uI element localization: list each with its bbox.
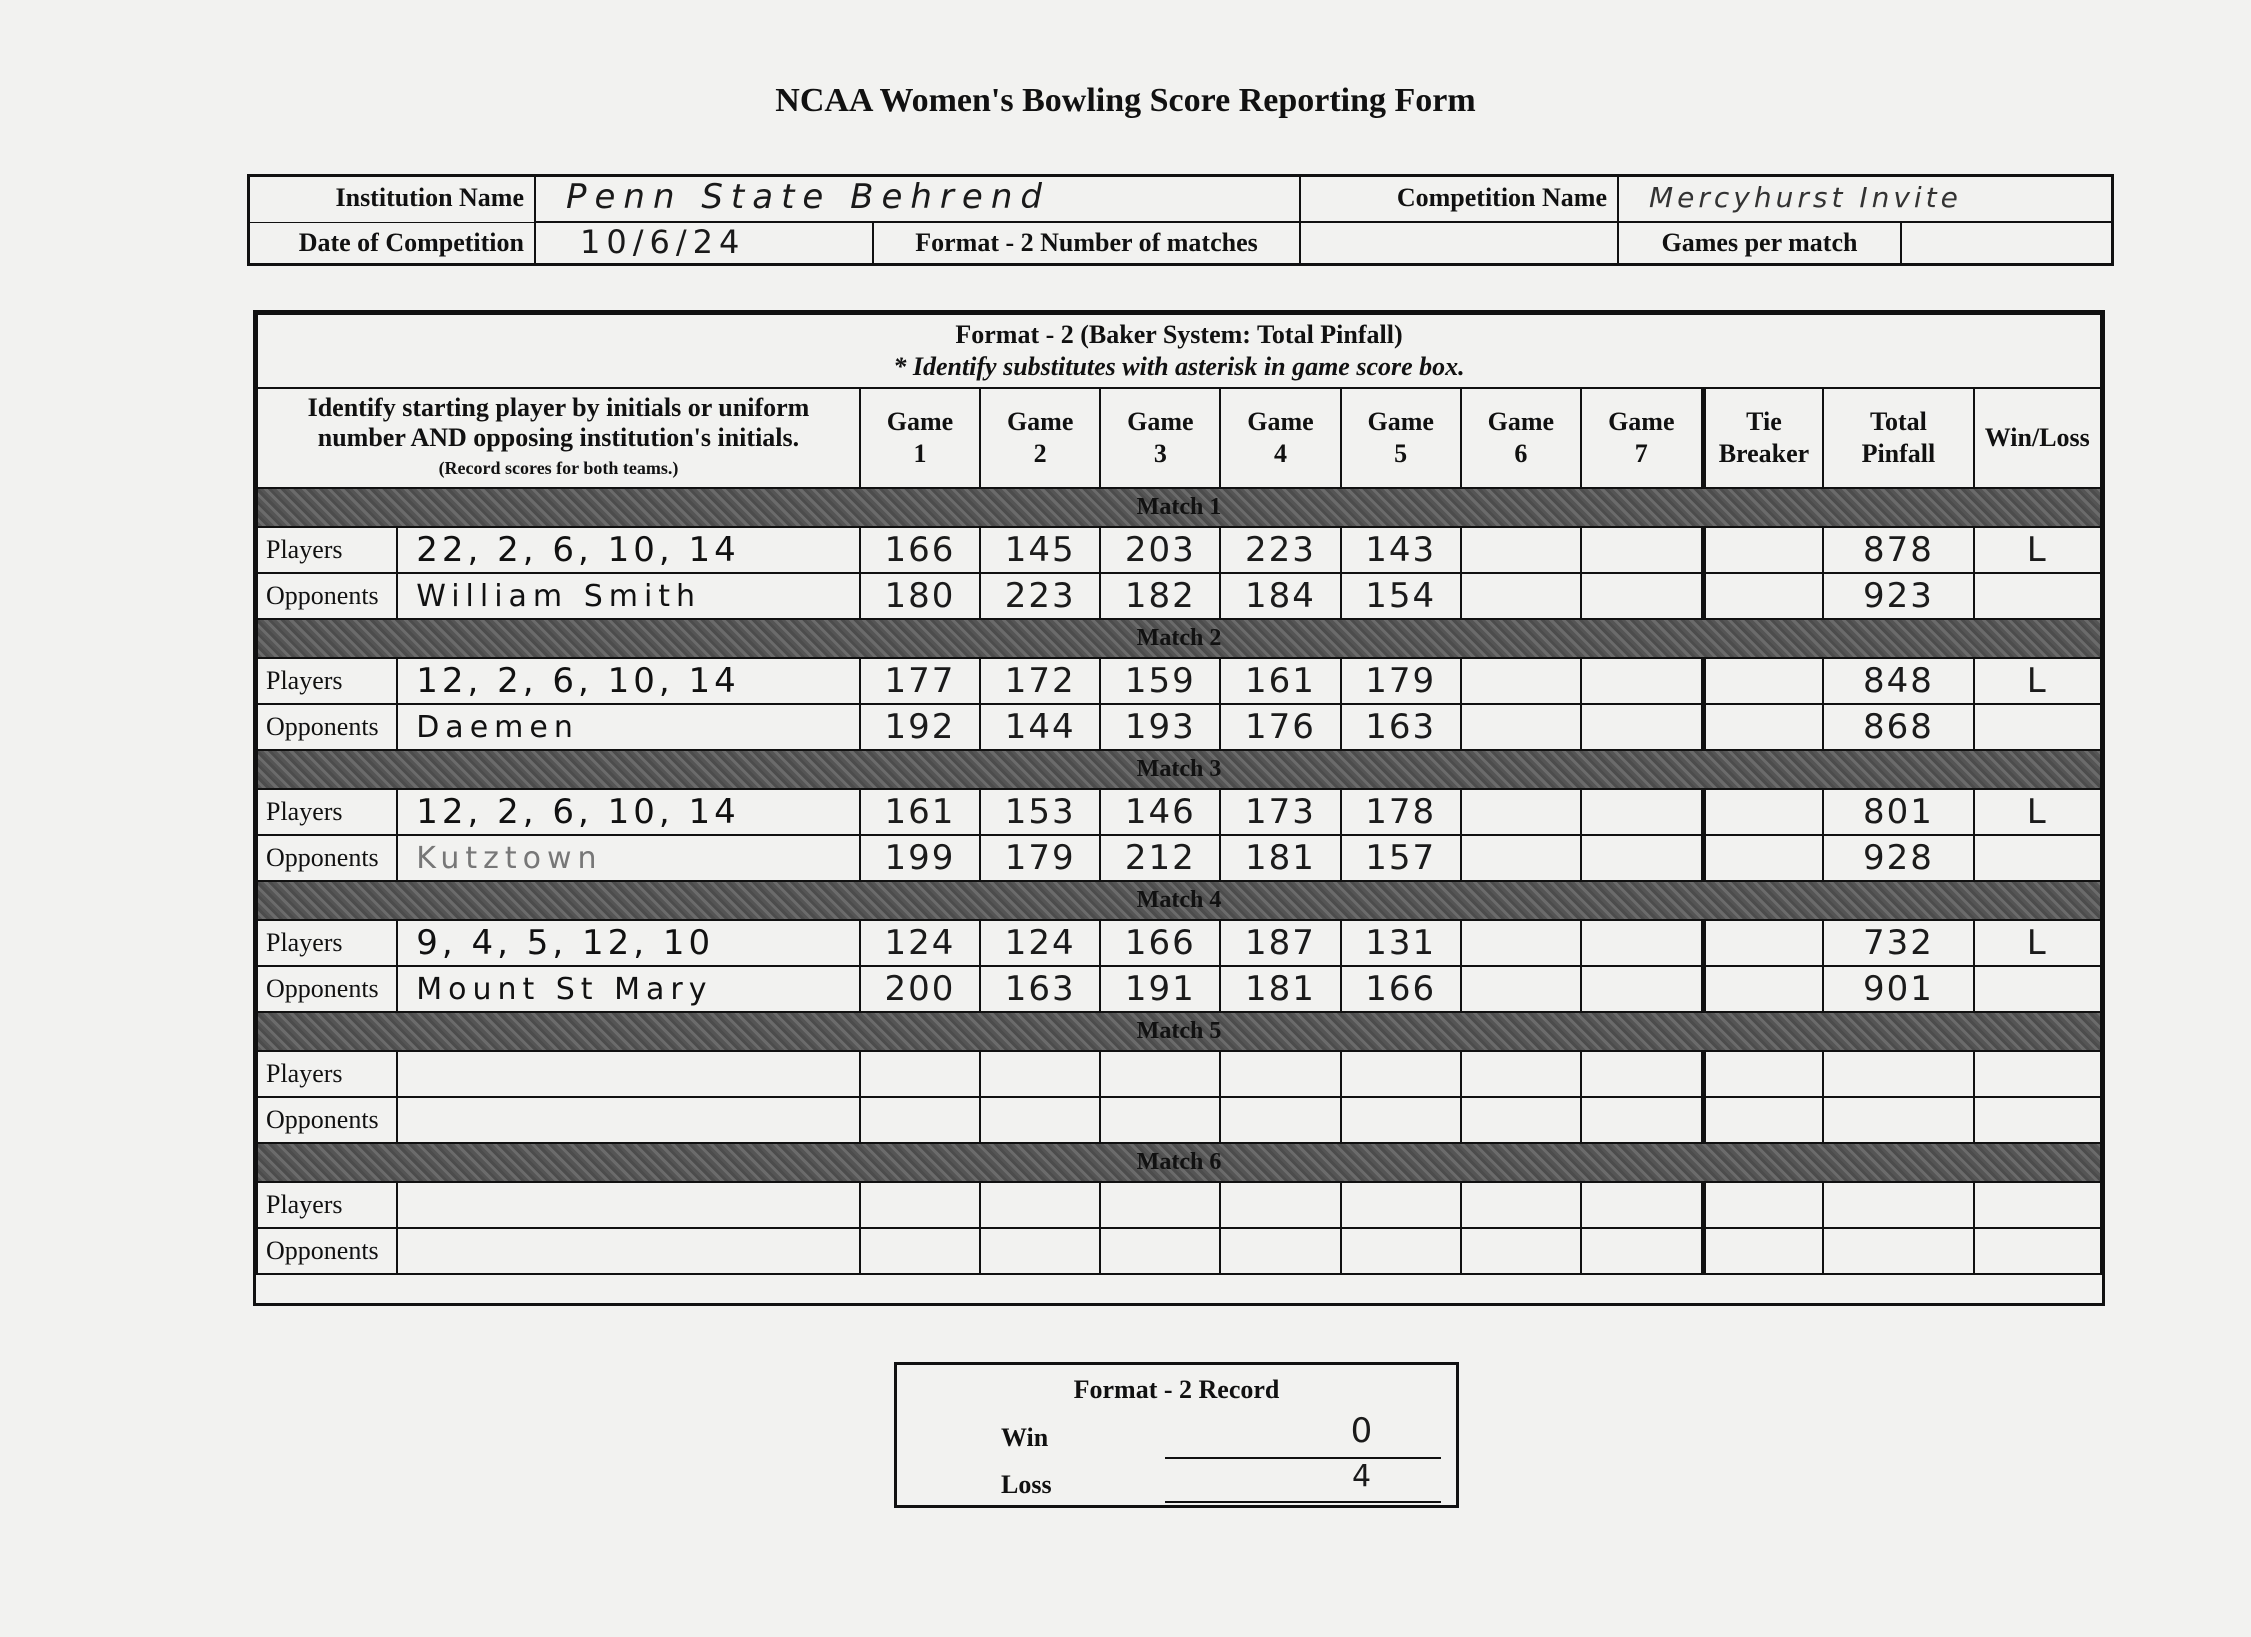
form-title: NCAA Women's Bowling Score Reporting Form xyxy=(775,82,1476,119)
column-header-line-2: Pinfall xyxy=(1861,439,1936,468)
player-game-4-score[interactable]: 161 xyxy=(1220,658,1340,704)
column-header-1 xyxy=(860,388,980,488)
match-header-row xyxy=(257,619,2101,658)
opponent-name-field[interactable]: William Smith xyxy=(397,573,860,619)
player-game-2-score[interactable]: 145 xyxy=(980,527,1100,573)
opponent-game-5-score[interactable] xyxy=(1341,1228,1461,1274)
match-label: Match 1 xyxy=(257,488,2101,527)
player-row-label: Players xyxy=(257,1182,397,1228)
opponent-tie-breaker[interactable] xyxy=(1703,573,1823,619)
player-game-4-score[interactable]: 223 xyxy=(1220,527,1340,573)
column-header-line-1: Total xyxy=(1869,407,1927,436)
player-game-2-score[interactable]: 124 xyxy=(980,920,1100,966)
opponent-game-3-score[interactable] xyxy=(1100,1228,1220,1274)
player-game-2-score[interactable]: 153 xyxy=(980,789,1100,835)
win-loss-result[interactable]: L xyxy=(1974,789,2101,835)
opponent-row-label: Opponents xyxy=(257,704,397,750)
players-lineup-field[interactable] xyxy=(397,1182,860,1228)
player-game-6-score[interactable] xyxy=(1461,1182,1581,1228)
opponent-row-label: Opponents xyxy=(257,573,397,619)
column-header-line-1: Tie xyxy=(1746,407,1782,436)
score-table xyxy=(253,310,2105,1306)
column-header-row xyxy=(257,388,2101,488)
column-header-6 xyxy=(1461,388,1581,488)
win-loss-blank[interactable] xyxy=(1974,835,2101,881)
opponent-game-7-score[interactable] xyxy=(1581,1228,1703,1274)
opponent-row xyxy=(257,1097,2101,1143)
match-label: Match 2 xyxy=(257,619,2101,658)
player-total-pinfall[interactable]: 848 xyxy=(1823,658,1973,704)
opponent-game-3-score[interactable]: 193 xyxy=(1100,704,1220,750)
opponent-tie-breaker[interactable] xyxy=(1703,835,1823,881)
opponent-game-5-score[interactable]: 157 xyxy=(1341,835,1461,881)
opponent-row-label: Opponents xyxy=(257,835,397,881)
player-game-5-score[interactable] xyxy=(1341,1051,1461,1097)
opponent-game-6-score[interactable] xyxy=(1461,704,1581,750)
opponent-game-4-score[interactable] xyxy=(1220,1097,1340,1143)
player-game-1-score[interactable] xyxy=(860,1182,980,1228)
opponent-game-6-score[interactable] xyxy=(1461,835,1581,881)
column-header-line-1: Game xyxy=(1006,407,1074,436)
player-row-label: Players xyxy=(257,1051,397,1097)
column-header-7 xyxy=(1581,388,1703,488)
win-loss-result[interactable]: L xyxy=(1974,527,2101,573)
opponent-tie-breaker[interactable] xyxy=(1703,704,1823,750)
player-game-6-score[interactable] xyxy=(1461,527,1581,573)
opponent-tie-breaker[interactable] xyxy=(1703,1228,1823,1274)
opponent-game-1-score[interactable] xyxy=(860,1228,980,1274)
players-lineup-field[interactable]: 9, 4, 5, 12, 10 xyxy=(397,920,860,966)
player-row xyxy=(257,920,2101,966)
opponent-game-7-score[interactable] xyxy=(1581,835,1703,881)
player-game-6-score[interactable] xyxy=(1461,658,1581,704)
opponent-total-pinfall[interactable]: 923 xyxy=(1823,573,1973,619)
column-header-line-2: 2 xyxy=(1033,439,1047,468)
player-game-5-score[interactable]: 178 xyxy=(1341,789,1461,835)
column-header-line-1: Game xyxy=(1367,407,1434,436)
opponent-game-2-score[interactable] xyxy=(980,1228,1100,1274)
player-game-4-score[interactable]: 187 xyxy=(1220,920,1340,966)
player-tie-breaker[interactable] xyxy=(1703,527,1823,573)
opponent-game-3-score[interactable]: 191 xyxy=(1100,966,1220,1012)
player-total-pinfall[interactable]: 732 xyxy=(1823,920,1973,966)
instructions-line-2: number AND opposing institution's initials. xyxy=(317,423,800,452)
opponent-name-field[interactable]: Kutztown xyxy=(397,835,860,881)
win-loss-blank[interactable] xyxy=(1974,704,2101,750)
column-header-line-2: Breaker xyxy=(1718,439,1810,468)
opponent-game-1-score[interactable]: 180 xyxy=(860,573,980,619)
player-game-1-score[interactable]: 124 xyxy=(860,920,980,966)
column-header-10 xyxy=(1974,388,2101,488)
loss-label: Loss xyxy=(1001,1470,1052,1499)
column-header-4 xyxy=(1220,388,1340,488)
competition-label: Competition Name xyxy=(1396,183,1607,212)
games-field[interactable] xyxy=(1902,223,2111,263)
player-game-5-score[interactable]: 179 xyxy=(1341,658,1461,704)
column-header-8 xyxy=(1703,388,1823,488)
player-game-7-score[interactable] xyxy=(1581,527,1703,573)
opponent-game-4-score[interactable]: 181 xyxy=(1220,966,1340,1012)
player-row xyxy=(257,658,2101,704)
opponent-game-2-score[interactable]: 223 xyxy=(980,573,1100,619)
opponent-row-label: Opponents xyxy=(257,1097,397,1143)
opponent-row xyxy=(257,966,2101,1012)
player-tie-breaker[interactable] xyxy=(1703,658,1823,704)
opponent-tie-breaker[interactable] xyxy=(1703,966,1823,1012)
opponent-game-7-score[interactable] xyxy=(1581,573,1703,619)
player-total-pinfall[interactable] xyxy=(1823,1182,1973,1228)
opponent-game-7-score[interactable] xyxy=(1581,966,1703,1012)
win-loss-result[interactable]: L xyxy=(1974,658,2101,704)
player-game-7-score[interactable] xyxy=(1581,1182,1703,1228)
opponent-game-6-score[interactable] xyxy=(1461,573,1581,619)
column-header-3 xyxy=(1100,388,1220,488)
opponent-game-3-score[interactable]: 182 xyxy=(1100,573,1220,619)
opponent-game-4-score[interactable]: 176 xyxy=(1220,704,1340,750)
column-header-line-1: Game xyxy=(1127,407,1194,436)
format-label-cell xyxy=(874,223,1301,263)
players-lineup-field[interactable]: 12, 2, 6, 10, 14 xyxy=(397,658,860,704)
opponent-total-pinfall[interactable]: 928 xyxy=(1823,835,1973,881)
player-row xyxy=(257,527,2101,573)
opponent-game-2-score[interactable] xyxy=(980,1097,1100,1143)
win-loss-result[interactable]: L xyxy=(1974,920,2101,966)
date-label-cell xyxy=(250,223,536,263)
score-grid xyxy=(256,313,2102,1275)
opponent-game-7-score[interactable] xyxy=(1581,1097,1703,1143)
opponent-game-5-score[interactable]: 154 xyxy=(1341,573,1461,619)
format-label: Format - 2 Number of matches xyxy=(915,228,1258,257)
institution-value: Penn State Behrend xyxy=(566,177,1050,217)
win-value: 0 xyxy=(1350,1411,1376,1451)
opponent-game-2-score[interactable]: 179 xyxy=(980,835,1100,881)
win-field[interactable] xyxy=(1165,1411,1441,1459)
win-loss-result[interactable] xyxy=(1974,1182,2101,1228)
players-lineup-field[interactable]: 22, 2, 6, 10, 14 xyxy=(397,527,860,573)
instructions-header xyxy=(257,388,860,488)
opponent-total-pinfall[interactable]: 868 xyxy=(1823,704,1973,750)
player-game-2-score[interactable]: 172 xyxy=(980,658,1100,704)
opponent-game-4-score[interactable]: 181 xyxy=(1220,835,1340,881)
player-game-7-score[interactable] xyxy=(1581,1051,1703,1097)
caption-line-2 xyxy=(258,351,2100,383)
player-row xyxy=(257,1182,2101,1228)
opponent-row xyxy=(257,573,2101,619)
opponent-game-7-score[interactable] xyxy=(1581,704,1703,750)
match-header-row xyxy=(257,881,2101,920)
instructions-note: (Record scores for both teams.) xyxy=(438,458,679,478)
match-header-row xyxy=(257,1143,2101,1182)
players-lineup-field[interactable]: 12, 2, 6, 10, 14 xyxy=(397,789,860,835)
opponent-game-3-score[interactable] xyxy=(1100,1097,1220,1143)
opponent-game-4-score[interactable]: 184 xyxy=(1220,573,1340,619)
column-header-line-1: Game xyxy=(1608,407,1675,436)
opponent-game-1-score[interactable]: 200 xyxy=(860,966,980,1012)
column-header-line-1: Game xyxy=(886,407,954,436)
column-header-5 xyxy=(1341,388,1461,488)
column-header-line-1: Win/Loss xyxy=(1984,423,2090,452)
player-game-2-score[interactable] xyxy=(980,1182,1100,1228)
player-row-label: Players xyxy=(257,789,397,835)
caption-line-1: Format - 2 (Baker System: Total Pinfall) xyxy=(955,320,1403,349)
opponent-game-6-score[interactable] xyxy=(1461,1097,1581,1143)
win-loss-blank[interactable] xyxy=(1974,1097,2101,1143)
date-value: 10/6/24 xyxy=(580,223,746,261)
match-label: Match 4 xyxy=(257,881,2101,920)
opponent-name-field[interactable] xyxy=(397,1228,860,1274)
player-game-4-score[interactable] xyxy=(1220,1051,1340,1097)
opponent-row xyxy=(257,835,2101,881)
opponent-game-6-score[interactable] xyxy=(1461,966,1581,1012)
player-game-6-score[interactable] xyxy=(1461,920,1581,966)
opponent-game-3-score[interactable]: 212 xyxy=(1100,835,1220,881)
win-loss-blank[interactable] xyxy=(1974,1228,2101,1274)
player-game-2-score[interactable] xyxy=(980,1051,1100,1097)
column-header-line-1: Game xyxy=(1487,407,1555,436)
opponent-game-1-score[interactable] xyxy=(860,1097,980,1143)
player-game-7-score[interactable] xyxy=(1581,789,1703,835)
win-label: Win xyxy=(1001,1423,1049,1452)
player-game-3-score[interactable] xyxy=(1100,1051,1220,1097)
record-title: Format - 2 Record xyxy=(1073,1375,1280,1404)
substitute-note: * Identify substitutes with asterisk in game score box. xyxy=(893,352,1465,381)
opponent-game-4-score[interactable] xyxy=(1220,1228,1340,1274)
match-header-row xyxy=(257,488,2101,527)
player-tie-breaker[interactable] xyxy=(1703,1182,1823,1228)
win-loss-result[interactable] xyxy=(1974,1051,2101,1097)
match-label: Match 3 xyxy=(257,750,2101,789)
date-label: Date of Competition xyxy=(298,228,524,257)
opponent-game-5-score[interactable] xyxy=(1341,1097,1461,1143)
competition-label-cell xyxy=(1301,177,1619,223)
table-caption xyxy=(257,314,2101,388)
match-label: Match 6 xyxy=(257,1143,2101,1182)
column-header-line-2: 7 xyxy=(1634,439,1648,468)
record-box xyxy=(894,1362,1459,1508)
player-total-pinfall[interactable] xyxy=(1823,1051,1973,1097)
loss-value: 4 xyxy=(1351,1459,1375,1494)
player-game-3-score[interactable]: 159 xyxy=(1100,658,1220,704)
column-header-line-1: Game xyxy=(1247,407,1314,436)
column-header-line-2: 1 xyxy=(913,439,927,468)
player-game-1-score[interactable]: 161 xyxy=(860,789,980,835)
player-game-3-score[interactable]: 146 xyxy=(1100,789,1220,835)
opponent-total-pinfall[interactable] xyxy=(1823,1228,1973,1274)
opponent-total-pinfall[interactable]: 901 xyxy=(1823,966,1973,1012)
match-label: Match 5 xyxy=(257,1012,2101,1051)
opponent-tie-breaker[interactable] xyxy=(1703,1097,1823,1143)
institution-label-cell xyxy=(250,177,536,223)
loss-field[interactable] xyxy=(1165,1459,1441,1503)
match-header-row xyxy=(257,750,2101,789)
opponent-total-pinfall[interactable] xyxy=(1823,1097,1973,1143)
column-header-line-2: 5 xyxy=(1394,439,1408,468)
matches-field[interactable] xyxy=(1301,223,1619,263)
player-game-5-score[interactable] xyxy=(1341,1182,1461,1228)
date-field[interactable] xyxy=(536,223,874,263)
player-row-label: Players xyxy=(257,920,397,966)
opponent-row-label: Opponents xyxy=(257,966,397,1012)
column-header-9 xyxy=(1823,388,1973,488)
player-game-1-score[interactable]: 166 xyxy=(860,527,980,573)
player-game-7-score[interactable] xyxy=(1581,920,1703,966)
column-header-2 xyxy=(980,388,1100,488)
player-game-5-score[interactable]: 143 xyxy=(1341,527,1461,573)
opponent-game-1-score[interactable]: 199 xyxy=(860,835,980,881)
player-total-pinfall[interactable]: 878 xyxy=(1823,527,1973,573)
win-loss-blank[interactable] xyxy=(1974,573,2101,619)
opponent-game-2-score[interactable]: 163 xyxy=(980,966,1100,1012)
opponent-row xyxy=(257,704,2101,750)
player-row-label: Players xyxy=(257,658,397,704)
institution-field[interactable] xyxy=(536,177,1301,223)
player-game-4-score[interactable] xyxy=(1220,1182,1340,1228)
player-game-1-score[interactable]: 177 xyxy=(860,658,980,704)
player-game-1-score[interactable] xyxy=(860,1051,980,1097)
opponent-game-6-score[interactable] xyxy=(1461,1228,1581,1274)
player-game-3-score[interactable] xyxy=(1100,1182,1220,1228)
opponent-game-1-score[interactable]: 192 xyxy=(860,704,980,750)
player-row xyxy=(257,1051,2101,1097)
opponent-name-field[interactable]: Mount St Mary xyxy=(397,966,860,1012)
player-tie-breaker[interactable] xyxy=(1703,789,1823,835)
caption-row xyxy=(257,314,2101,388)
player-game-6-score[interactable] xyxy=(1461,1051,1581,1097)
player-game-7-score[interactable] xyxy=(1581,658,1703,704)
player-game-5-score[interactable]: 131 xyxy=(1341,920,1461,966)
opponent-name-field[interactable] xyxy=(397,1097,860,1143)
opponent-name-field[interactable]: Daemen xyxy=(397,704,860,750)
header-box xyxy=(247,174,2114,266)
player-tie-breaker[interactable] xyxy=(1703,1051,1823,1097)
player-row-label: Players xyxy=(257,527,397,573)
player-game-4-score[interactable]: 173 xyxy=(1220,789,1340,835)
player-game-3-score[interactable]: 166 xyxy=(1100,920,1220,966)
opponent-row xyxy=(257,1228,2101,1274)
opponent-game-5-score[interactable]: 166 xyxy=(1341,966,1461,1012)
win-loss-blank[interactable] xyxy=(1974,966,2101,1012)
games-label-cell xyxy=(1619,223,1902,263)
column-header-line-2: 6 xyxy=(1514,439,1528,468)
institution-label: Institution Name xyxy=(335,183,524,212)
instructions-line-1: Identify starting player by initials or uniform xyxy=(307,393,810,422)
players-lineup-field[interactable] xyxy=(397,1051,860,1097)
player-tie-breaker[interactable] xyxy=(1703,920,1823,966)
player-row xyxy=(257,789,2101,835)
competition-value: Mercyhurst Invite xyxy=(1649,181,1962,214)
column-header-line-2: 4 xyxy=(1274,439,1287,468)
opponent-game-5-score[interactable]: 163 xyxy=(1341,704,1461,750)
player-game-3-score[interactable]: 203 xyxy=(1100,527,1220,573)
opponent-row-label: Opponents xyxy=(257,1228,397,1274)
games-label: Games per match xyxy=(1661,228,1858,257)
opponent-game-2-score[interactable]: 144 xyxy=(980,704,1100,750)
column-header-line-2: 3 xyxy=(1153,439,1167,468)
competition-field[interactable] xyxy=(1619,177,2111,223)
player-game-6-score[interactable] xyxy=(1461,789,1581,835)
player-total-pinfall[interactable]: 801 xyxy=(1823,789,1973,835)
match-header-row xyxy=(257,1012,2101,1051)
